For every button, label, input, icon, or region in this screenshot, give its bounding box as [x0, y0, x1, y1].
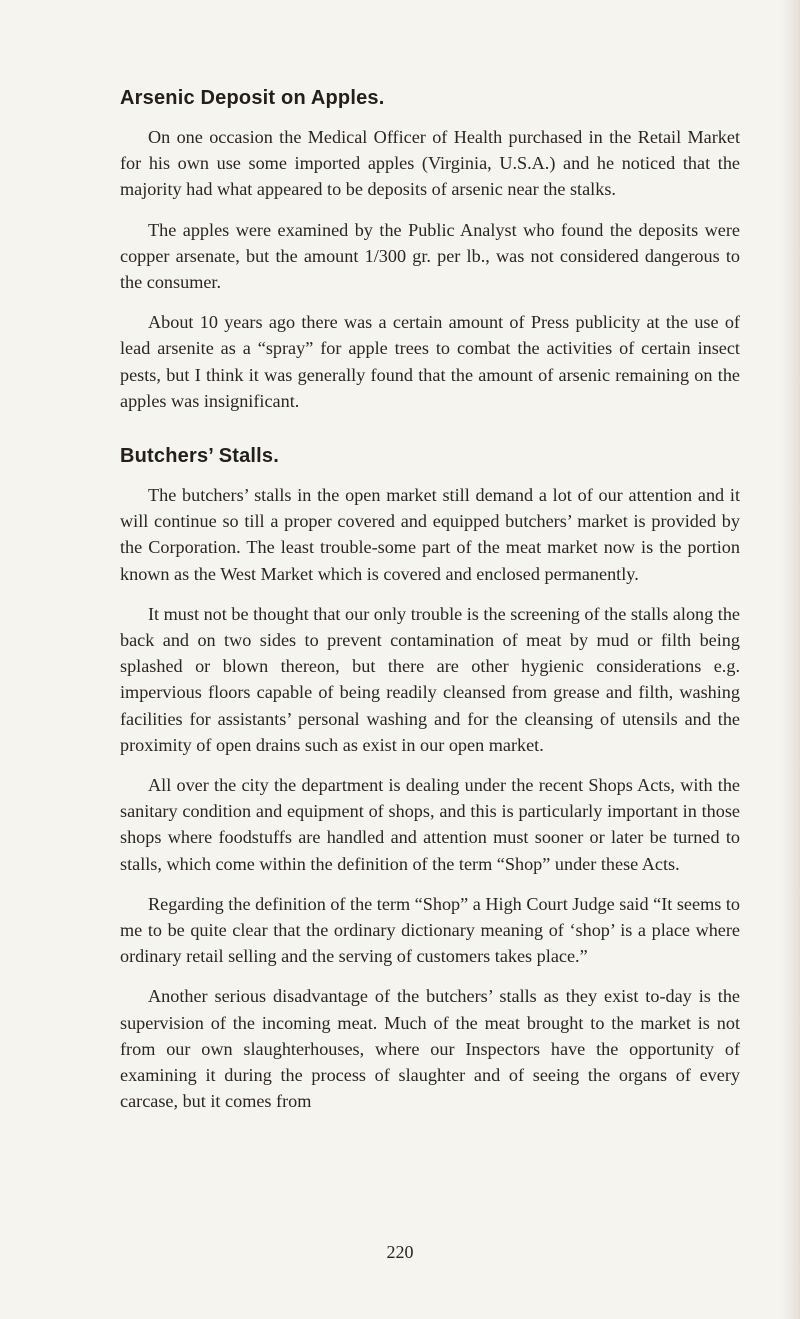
section-heading-arsenic: Arsenic Deposit on Apples.	[120, 87, 385, 109]
paragraph: The apples were examined by the Public Analyst who found the deposits were copper arsenate, but the amount 1/300 gr. per lb., was not considered dangerous to the consumer.	[120, 219, 740, 293]
section-heading-butchers-stalls: Butchers’ Stalls.	[120, 445, 280, 468]
paragraph: All over the city the department is dealing under the recent Shops Acts, with the sanitary condition and equipment of shops, and this is particularly important in those shops where foodstuffs are handled and attention must sooner or later be turned to stalls, which come within the definition of the term “Shop” under these Acts.	[120, 775, 740, 874]
page-number: 220	[386, 1242, 414, 1262]
page-content	[120, 86, 740, 1115]
page-edge-shadow	[782, 0, 800, 1319]
paragraph: On one occasion the Medical Officer of Health purchased in the Retail Market for his own use some imported apples (Virginia, U.S.A.) and he noticed that the majority had what appeared to be deposits of arsenic near the stalks.	[120, 127, 740, 200]
paragraph: Another serious disadvantage of the butchers’ stalls as they exist to-day is the supervision of the incoming meat. Much of the meat brought to the market is not from our own slaughterhouses, where our Inspectors have the opportunity of examining it during the process of slaughter and of seeing the organs of every carcase, but it comes from	[120, 986, 740, 1112]
paragraph: It must not be thought that our only trouble is the screening of the stalls along the back and on two sides to prevent contamination of meat by mud or filth being splashed or blown thereon, but there are other hygienic considerations e.g. impervious floors capable of being readily cleansed from grease and filth, washing facilities for assistants’ personal washing and for the cleansing of utensils and the proximity of open drains such as exist in our open market.	[120, 603, 740, 755]
paragraph: Regarding the definition of the term “Shop” a High Court Judge said “It seems to me to be quite clear that the ordinary dictionary meaning of ‘shop’ is a place where ordinary retail selling and the serving of customers takes place.”	[120, 893, 740, 967]
paragraph: About 10 years ago there was a certain amount of Press publicity at the use of lead arsenite as a “spray” for apple trees to combat the activities of certain insect pests, but I think it was generally found that the amount of arsenic remaining on the apples was insignificant.	[120, 312, 740, 411]
paragraph: The butchers’ stalls in the open market still demand a lot of our attention and it will continue so till a proper covered and equipped butchers’ market is provided by the Corporation. The least trouble-some part of the meat market now is the portion known as the West Market which is covered and enclosed permanently.	[120, 485, 740, 584]
